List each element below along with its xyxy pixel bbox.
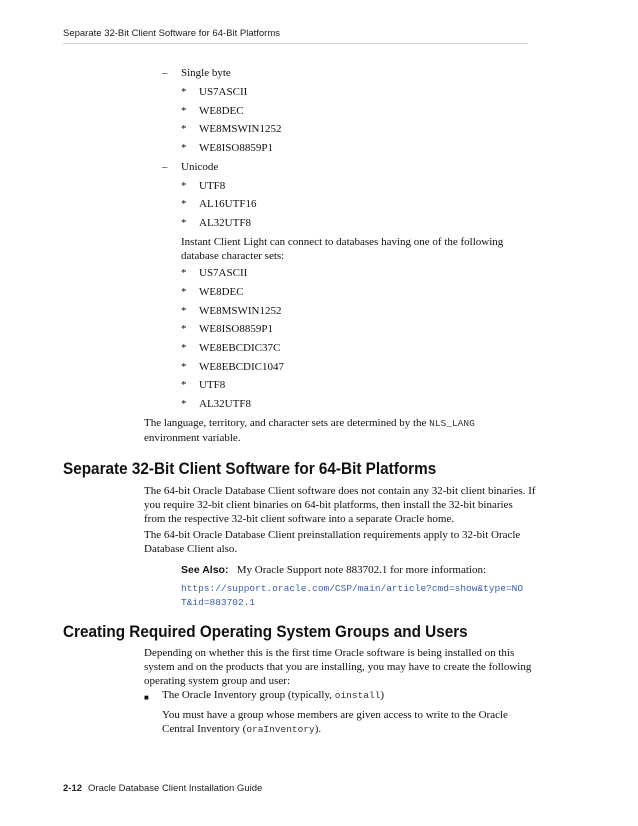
charset-name: WE8EBCDIC37C [199,342,281,354]
asterisk-marker: * [181,342,187,354]
support-link[interactable] [181,582,523,610]
dash-item-label: Unicode [181,161,219,173]
nls-lang-paragraph [144,416,534,445]
asterisk-marker: * [181,305,187,317]
inventory-text-after: ). [314,723,322,735]
support-link-line-1[interactable]: https://support.oracle.com/CSP/main/article?cmd=show&type=NO [181,583,524,594]
asterisk-marker: * [181,105,187,117]
asterisk-marker: * [181,198,187,210]
charset-name: WE8ISO8859P1 [199,323,273,335]
charset-name: WE8DEC [199,105,244,117]
charset-name: US7ASCII [199,86,248,98]
see-also-note [181,563,486,577]
section2-paragraph-1: Depending on whether this is the first time Oracle software is being installed on this system and on the products that you are installing, you may have to create the following operating system group and user: [144,647,532,687]
square-bullet-icon: ■ [144,693,149,702]
charset-name: WE8MSWIN1252 [199,305,282,317]
charset-name: WE8MSWIN1252 [199,123,282,135]
charset-name: UTF8 [199,379,226,391]
oinstall-code: oinstall [334,690,381,701]
nls-lang-code: NLS_LANG [429,418,475,429]
see-also-label: See Also: [181,564,229,576]
nls-text-after: environment variable. [144,432,241,444]
charset-name: AL32UTF8 [199,398,251,410]
charset-name: WE8EBCDIC1047 [199,361,284,373]
page-number: 2-12 [63,783,83,794]
section-heading-os-groups: Creating Required Operating System Groups and Users [63,622,468,641]
bullet-text-after: ) [380,689,385,701]
header-rule [63,43,528,44]
dash-marker: – [162,67,168,79]
running-header: Separate 32-Bit Client Software for 64-Bit Platforms [63,28,281,39]
page-footer [63,783,262,794]
asterisk-marker: * [181,180,187,192]
charset-name: US7ASCII [199,267,248,279]
asterisk-marker: * [181,142,187,154]
nls-text-before: The language, territory, and character sets are determined by the [144,417,430,429]
inventory-group-paragraph [162,708,534,737]
support-link-line-2[interactable]: T&id=883702.1 [181,597,256,608]
asterisk-marker: * [181,286,187,298]
asterisk-marker: * [181,267,187,279]
charset-name: WE8DEC [199,286,244,298]
asterisk-marker: * [181,123,187,135]
section1-paragraph-2: The 64-bit Oracle Database Client preinstallation requirements apply to 32-bit Oracle Database Client also. [144,529,521,555]
charset-name: WE8ISO8859P1 [199,142,273,154]
asterisk-marker: * [181,398,187,410]
section-heading-32bit-client: Separate 32-Bit Client Software for 64-Bit Platforms [63,459,437,478]
asterisk-marker: * [181,361,187,373]
see-also-text: My Oracle Support note 883702.1 for more information: [236,564,487,576]
asterisk-marker: * [181,379,187,391]
charset-name: AL32UTF8 [199,217,251,229]
asterisk-marker: * [181,86,187,98]
book-title: Oracle Database Client Installation Guide [88,783,263,794]
inventory-text-before: You must have a group whose members are given access to write to the Oracle Central Inventory ( [162,709,508,735]
charset-name: UTF8 [199,180,226,192]
dash-item-label: Single byte [181,67,231,79]
asterisk-marker: * [181,217,187,229]
dash-marker: – [162,161,168,173]
asterisk-marker: * [181,323,187,335]
instant-client-light-intro: Instant Client Light can connect to databases having one of the following database character sets: [181,236,504,262]
charset-name: AL16UTF16 [199,198,257,210]
section1-paragraph-1: The 64-bit Oracle Database Client software does not contain any 32-bit client binaries. If you require 32-bit client binaries on 64-bit platforms, then install the 32-bit binaries from the respective 32-bit client software into a separate Oracle home. [144,485,536,525]
orainventory-code: oraInventory [246,724,315,735]
bullet-text-before: The Oracle Inventory group (typically, [162,689,335,701]
bullet-inventory-group [162,688,384,703]
